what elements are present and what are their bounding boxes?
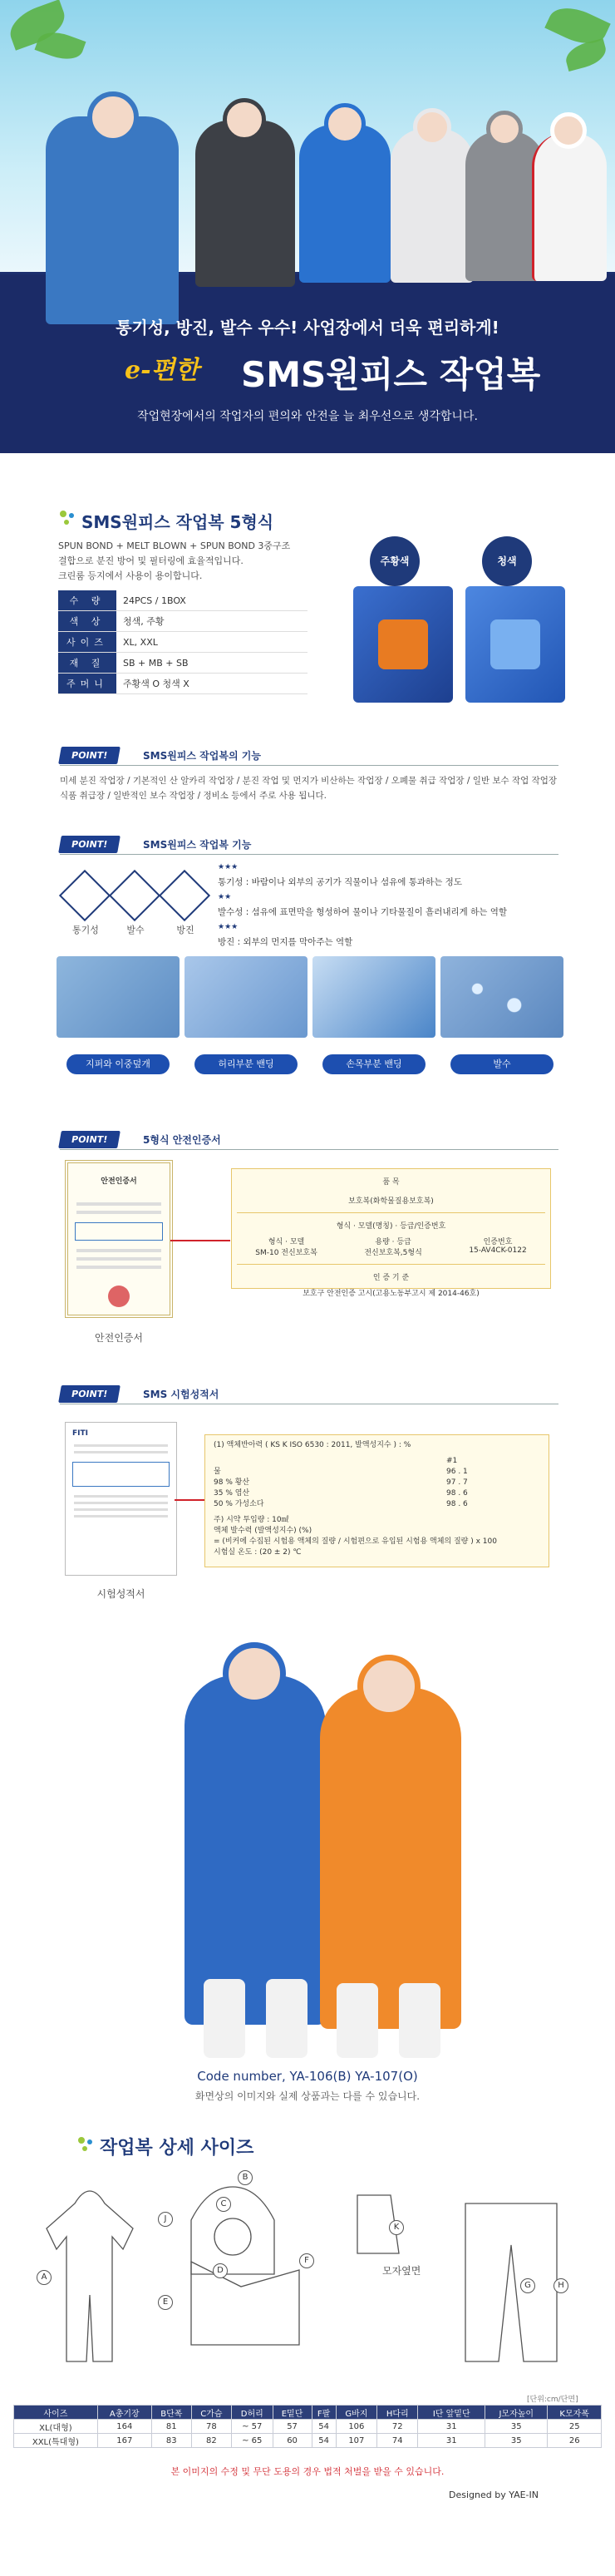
package-print bbox=[490, 619, 540, 669]
feature-pill: 손목부분 밴딩 bbox=[322, 1054, 426, 1074]
doc-line bbox=[76, 1257, 161, 1261]
product-description bbox=[58, 539, 341, 584]
spec-row: 재 질 SB + MB + SB bbox=[58, 653, 308, 674]
spec-row: 수 량 24PCS / 1BOX bbox=[58, 590, 308, 611]
model-white-suit bbox=[391, 129, 474, 283]
model-blue-suit bbox=[299, 125, 391, 283]
doc-logo: FITI bbox=[72, 1429, 88, 1438]
connector-line bbox=[170, 1240, 230, 1241]
size-title: 작업복 상세 사이즈 bbox=[100, 2138, 254, 2159]
test-info-box: (1) 액체반아력 ( KS K ISO 6530 : 2011, 발액성지수 ) : % #1 물 96 . 1 98 % 황산 97 . 7 35 % 염산 98 . 6 50 % 가성소다 98 . 6 주) 시약 투입량 : 10㎖ 액체 발수력 (발액성지수) (%) = (비커에 수집된 시험용 액체의 질량 / 시험편으로 유입된 시험용 액체의 질량 ) x 100 시험실 온도 : (20 ± 2) ℃ bbox=[204, 1434, 549, 1567]
icon-label: 통기성 bbox=[72, 925, 99, 935]
fabric-photo-zipper bbox=[57, 956, 180, 1038]
model-blue-suit bbox=[46, 116, 179, 324]
shoe-cover-icon bbox=[399, 1983, 440, 2058]
model-head bbox=[87, 91, 139, 143]
cert-title: 5형식 안전인증서 bbox=[143, 1134, 221, 1146]
doc-line bbox=[76, 1249, 161, 1252]
model-head bbox=[413, 108, 451, 146]
connector-line bbox=[175, 1499, 204, 1501]
icon-label: 발수 bbox=[126, 925, 145, 935]
functions-title: SMS원피스 작업복의 기능 bbox=[143, 750, 261, 762]
star-rating: ★★★ bbox=[218, 863, 239, 871]
feature-pill: 지퍼와 이중덮개 bbox=[66, 1054, 170, 1074]
model-code: Code number, YA-106(B) YA-107(O) bbox=[197, 2069, 418, 2084]
functions-text: 미세 분진 작업장 / 기본적인 산 알카리 작업장 / 분진 작업 및 먼지가 비산하는 작업장 / 오폐물 취급 작업장 / 일반 보수 작업 작업장 식품 취급장 / 일반적인 보수 작업장 / 정비소 등에서 주로 사용 됩니다. bbox=[60, 776, 558, 801]
test-title: SMS 시험성적서 bbox=[143, 1389, 219, 1400]
product-package-orange bbox=[353, 586, 453, 703]
spec-row: 주머니 주황색 O 청색 X bbox=[58, 674, 308, 694]
color-badge-blue: 청색 bbox=[482, 536, 532, 586]
dustproof-icon bbox=[159, 870, 210, 921]
seal-stamp bbox=[108, 1286, 130, 1307]
spec-table bbox=[58, 590, 308, 694]
test-report-doc bbox=[65, 1422, 177, 1576]
shoe-cover-icon bbox=[266, 1979, 308, 2058]
package-print bbox=[378, 619, 428, 669]
model-disclaimer: 화면상의 이미지와 실제 상품과는 다를 수 있습니다. bbox=[194, 2090, 421, 2102]
spec-row: 색 상 청색, 주황 bbox=[58, 611, 308, 632]
doc-highlight bbox=[72, 1462, 170, 1487]
icon-label: 방진 bbox=[176, 925, 194, 935]
copyright-notice: 본 이미지의 수정 및 무단 도용의 경우 법적 처벌을 받을 수 있습니다. bbox=[170, 2466, 445, 2477]
water-repellent-icon bbox=[109, 870, 160, 921]
color-badge-orange: 주황색 bbox=[370, 536, 420, 586]
product-package-blue bbox=[465, 586, 565, 703]
model-orange-coverall bbox=[320, 1688, 461, 2029]
sparkle-icon bbox=[76, 2135, 95, 2154]
product-title: SMS원피스 작업복 5형식 bbox=[81, 512, 274, 532]
shoe-cover-icon bbox=[337, 1983, 378, 2058]
star-rating: ★★★ bbox=[218, 923, 239, 931]
test-caption: 시험성적서 bbox=[96, 1588, 145, 1600]
brand-logo: e-편한 bbox=[125, 356, 199, 385]
size-row: XXL(특대형) 167 83 82 ~ 65 60 54 107 74 31 35 26 bbox=[14, 2434, 602, 2448]
hero-title: SMS원피스 작업복 bbox=[241, 354, 541, 395]
hood-side-label: 모자옆면 bbox=[382, 2265, 421, 2277]
doc-line bbox=[76, 1266, 161, 1269]
feature-descriptions: ★★★ 통기성 : 바람이나 외부의 공기가 직물이나 섬유에 통과하는 정도 ★★ 발수성 : 섬유에 표면막을 형성하여 물이나 기타물질이 흘러내리게 하는 역할 ★★★ 방진 : 외부의 먼지를 막아주는 역할 bbox=[218, 860, 583, 950]
fabric-photo-waist bbox=[184, 956, 308, 1038]
feature-pill: 발수 bbox=[450, 1054, 554, 1074]
model-head bbox=[223, 1642, 286, 1705]
desc-line: 크린룸 등지에서 사용이 용이합니다. bbox=[58, 570, 203, 581]
size-diagram: A B C D E F G H J K 모자옆면 bbox=[25, 2170, 590, 2378]
hero-slogan: 통기성, 방진, 발수 우수! 사업장에서 더욱 편리하게! bbox=[116, 318, 499, 338]
cert-info-box: 품 목 보호복(화학물질용보호복) 형식 · 모델(명칭) · 등급/인증번호 형식 · 모델 SM-10 전신보호복 용량 · 등급 전신보호복,5형식 인증번호 15-AV4CK-0122 인 증 기 준 보호구 안전인증 고시(고용노동부고시 제 2014-46호) bbox=[231, 1168, 551, 1289]
sparkle-icon bbox=[58, 509, 76, 527]
doc-line bbox=[76, 1211, 161, 1214]
feature-pill: 허리부분 밴딩 bbox=[194, 1054, 298, 1074]
shoe-cover-icon bbox=[204, 1979, 245, 2058]
divider bbox=[60, 854, 558, 855]
model-head bbox=[486, 111, 523, 147]
fabric-photo-wrist bbox=[312, 956, 435, 1038]
model-head bbox=[550, 112, 587, 149]
model-dark-suit bbox=[195, 121, 295, 287]
safety-certificate-doc bbox=[65, 1160, 173, 1318]
desc-line: 결합으로 분진 방어 및 필터링에 효율적입니다. bbox=[58, 555, 244, 566]
divider bbox=[60, 765, 558, 766]
designer-credit: Designed by YAE-IN bbox=[449, 2490, 539, 2500]
point-badge: POINT! bbox=[58, 747, 121, 764]
size-unit: [단위:cm/단면] bbox=[527, 2396, 578, 2404]
hero-subtitle: 작업현장에서의 작업자의 편의와 안전을 늘 최우선으로 생각합니다. bbox=[137, 410, 478, 423]
divider bbox=[60, 1149, 558, 1150]
point-badge: POINT! bbox=[58, 1131, 121, 1148]
model-head bbox=[357, 1655, 421, 1718]
spec-row: 사이즈 XL, XXL bbox=[58, 632, 308, 653]
model-head bbox=[223, 98, 266, 141]
desc-line: SPUN BOND + MELT BLOWN + SPUN BOND 3중구조 bbox=[58, 540, 291, 551]
star-rating: ★★ bbox=[218, 893, 232, 901]
doc-title: 안전인증서 bbox=[101, 1177, 137, 1186]
doc-highlight bbox=[75, 1222, 163, 1241]
features-title: SMS원피스 작업복 기능 bbox=[143, 839, 252, 851]
model-head bbox=[324, 103, 366, 145]
doc-line bbox=[76, 1202, 161, 1206]
cert-caption: 안전인증서 bbox=[95, 1332, 143, 1344]
size-row: XL(대형) 164 81 78 ~ 57 57 54 106 72 31 35 25 bbox=[14, 2420, 602, 2434]
point-badge: POINT! bbox=[58, 836, 121, 853]
breathable-icon bbox=[59, 870, 111, 921]
size-header-row: 사이즈 A총기장 B단폭 C가슴 D허리 E밑단 F팔 G바지 H다리 I단 앞밑단 J모자높이 K모자폭 bbox=[14, 2406, 602, 2420]
model-blue-coverall bbox=[184, 1675, 326, 2025]
size-table bbox=[13, 2405, 602, 2448]
model-white-red-suit bbox=[532, 133, 607, 281]
point-badge: POINT! bbox=[58, 1385, 121, 1403]
fabric-photo-water bbox=[440, 956, 563, 1038]
